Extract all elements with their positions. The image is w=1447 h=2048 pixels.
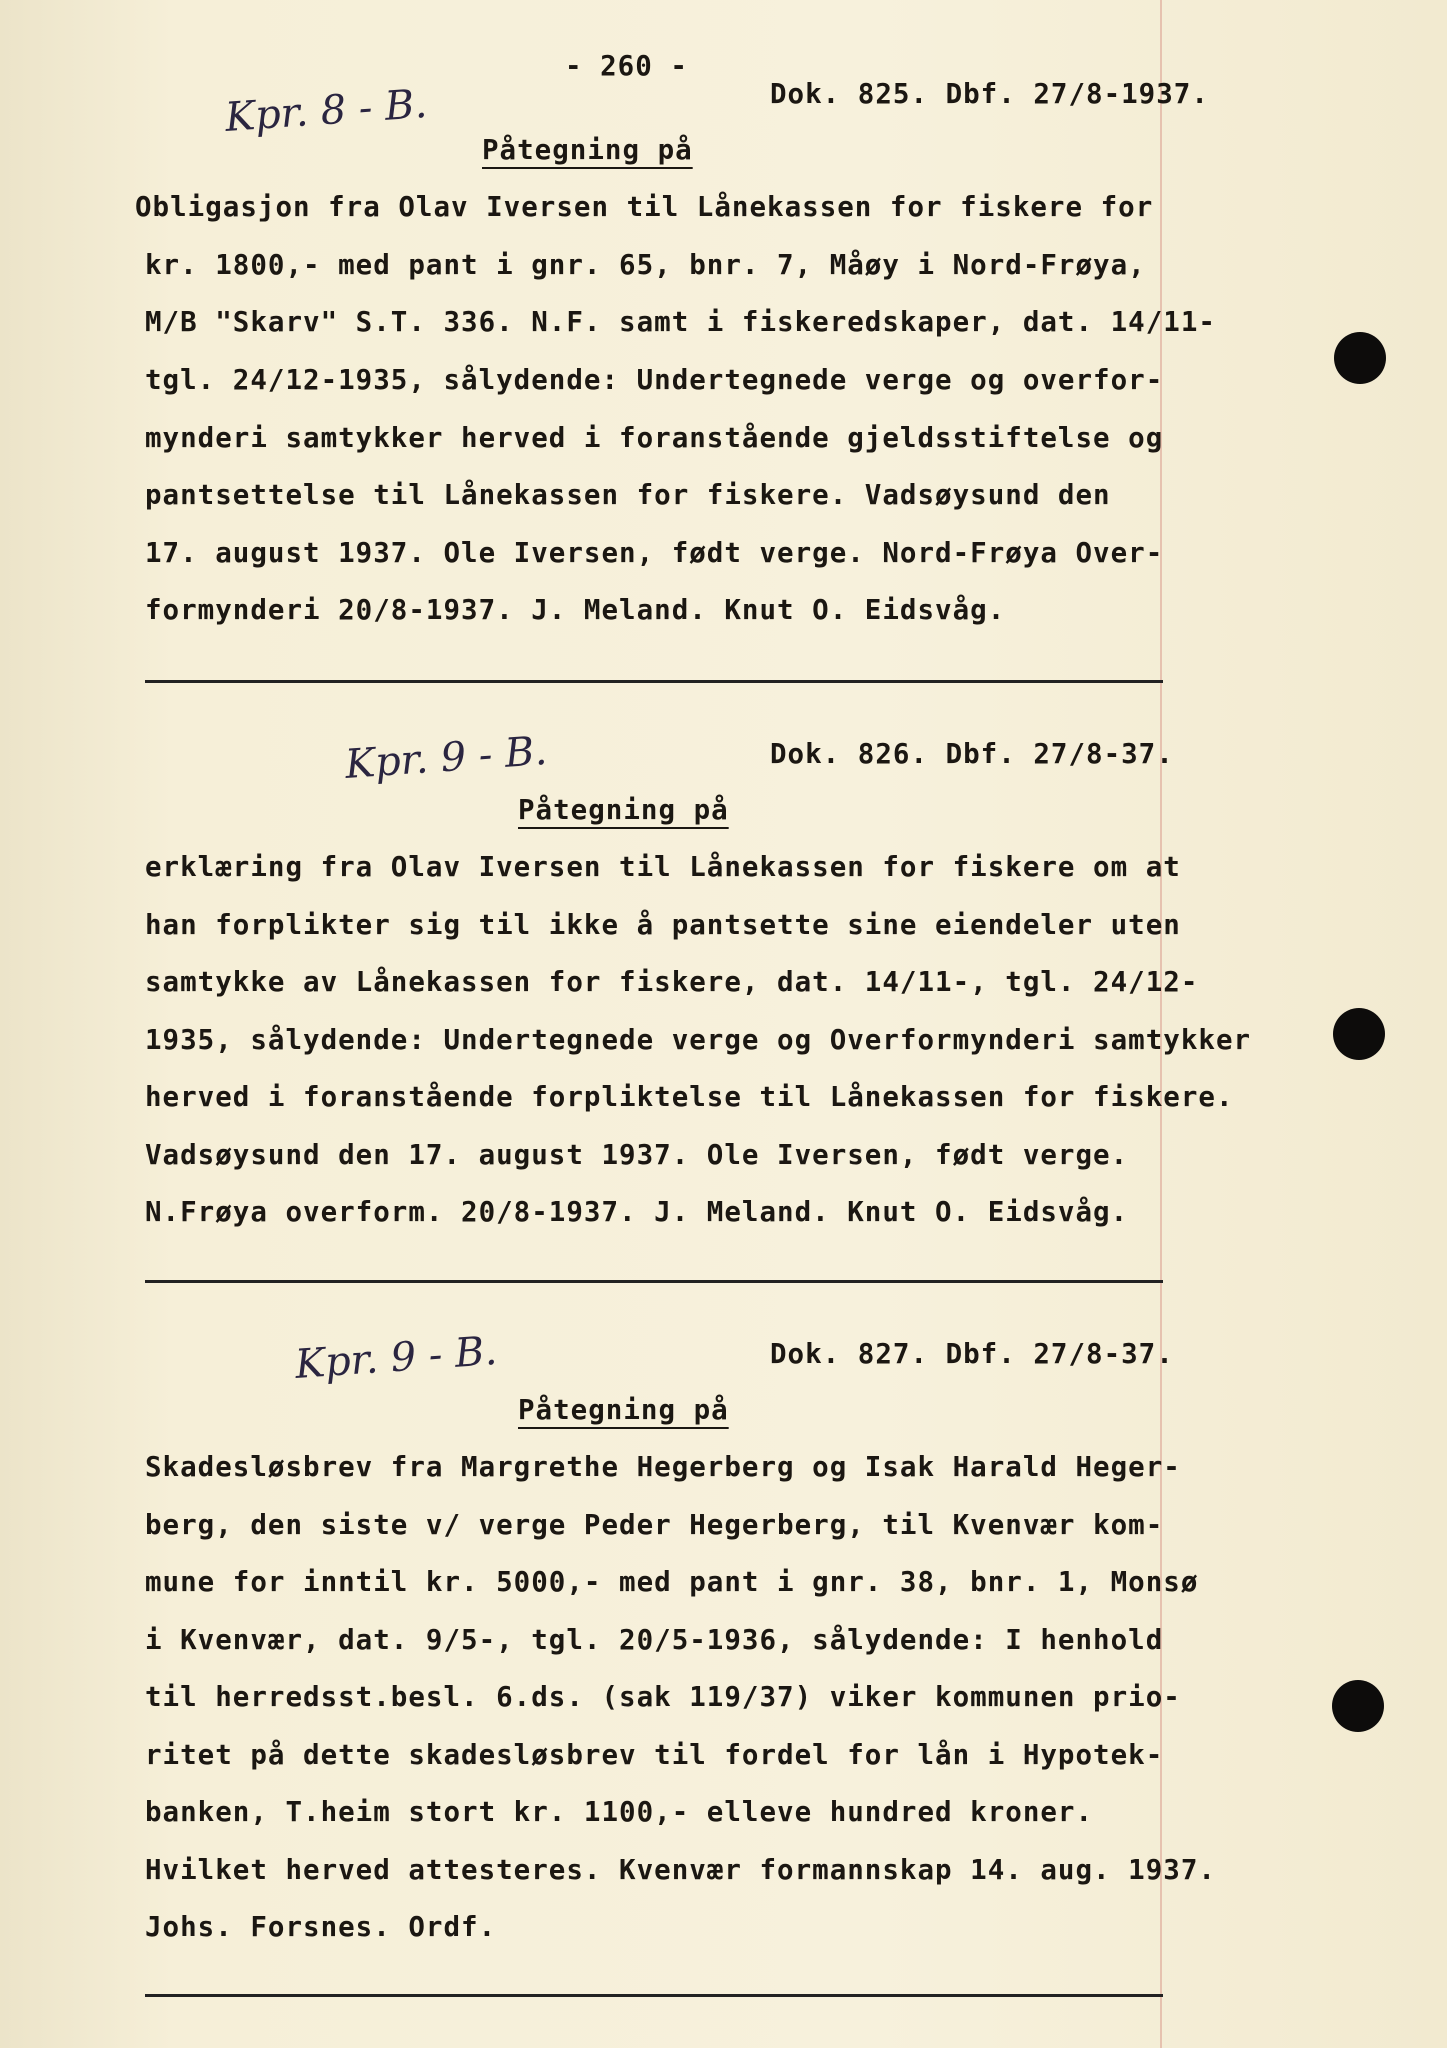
section-divider xyxy=(145,680,1163,683)
text-line: til herredsst.besl. 6.ds. (sak 119/37) viker kommunen prio- xyxy=(145,1681,1181,1713)
text-line: ritet på dette skadesløsbrev til fordel for lån i Hypotek- xyxy=(145,1739,1164,1771)
doc-reference: Dok. 825. Dbf. 27/8-1937. xyxy=(770,78,1209,110)
text-line: berg, den siste v/ verge Peder Hegerberg, til Kvenvær kom- xyxy=(145,1509,1164,1541)
handwritten-annotation: Kpr. 9 - B. xyxy=(343,728,549,788)
entry-heading: Påtegning på xyxy=(518,794,729,826)
punch-hole xyxy=(1332,1680,1384,1732)
text-line: M/B "Skarv" S.T. 336. N.F. samt i fiskeredskaper, dat. 14/11- xyxy=(145,306,1216,338)
text-line: 17. august 1937. Ole Iversen, født verge. Nord-Frøya Over- xyxy=(145,537,1164,569)
text-line: kr. 1800,- med pant i gnr. 65, bnr. 7, Måøy i Nord-Frøya, xyxy=(145,249,1146,281)
text-line: mune for inntil kr. 5000,- med pant i gnr. 38, bnr. 1, Monsø xyxy=(145,1566,1199,1598)
text-line: Johs. Forsnes. Ordf. xyxy=(145,1911,497,1943)
section-divider xyxy=(145,1994,1163,1997)
text-line: samtykke av Lånekassen for fiskere, dat. 14/11-, tgl. 24/12- xyxy=(145,966,1199,998)
text-line: i Kvenvær, dat. 9/5-, tgl. 20/5-1936, sålydende: I henhold xyxy=(145,1624,1164,1656)
punch-hole xyxy=(1333,1008,1385,1060)
section-divider xyxy=(145,1280,1163,1283)
text-line: Obligasjon fra Olav Iversen til Lånekassen for fiskere for xyxy=(135,191,1154,223)
handwritten-annotation: Kpr. 9 - B. xyxy=(293,1328,499,1388)
text-line: herved i foranstående forpliktelse til Lånekassen for fiskere. xyxy=(145,1081,1234,1113)
doc-reference: Dok. 827. Dbf. 27/8-37. xyxy=(770,1338,1174,1370)
text-line: 1935, sålydende: Undertegnede verge og Overformynderi samtykker xyxy=(145,1024,1252,1056)
text-line: han forplikter sig til ikke å pantsette sine eiendeler uten xyxy=(145,909,1181,941)
text-line: N.Frøya overform. 20/8-1937. J. Meland. Knut O. Eidsvåg. xyxy=(145,1196,1129,1228)
page-number: - 260 - xyxy=(565,50,688,82)
doc-reference: Dok. 826. Dbf. 27/8-37. xyxy=(770,738,1174,770)
text-line: formynderi 20/8-1937. J. Meland. Knut O. Eidsvåg. xyxy=(145,594,1006,626)
entry-heading: Påtegning på xyxy=(482,134,693,166)
text-line: tgl. 24/12-1935, sålydende: Undertegnede verge og overfor- xyxy=(145,364,1164,396)
text-line: banken, T.heim stort kr. 1100,- elleve hundred kroner. xyxy=(145,1796,1094,1828)
punch-hole xyxy=(1334,332,1386,384)
text-line: pantsettelse til Lånekassen for fiskere. Vadsøysund den xyxy=(145,479,1111,511)
text-line: Hvilket herved attesteres. Kvenvær formannskap 14. aug. 1937. xyxy=(145,1854,1216,1886)
text-line: mynderi samtykker herved i foranstående gjeldsstiftelse og xyxy=(145,422,1164,454)
entry-heading: Påtegning på xyxy=(518,1394,729,1426)
text-line: Skadesløsbrev fra Margrethe Hegerberg og Isak Harald Heger- xyxy=(145,1451,1181,1483)
handwritten-annotation: Kpr. 8 - B. xyxy=(223,81,429,141)
text-line: erklæring fra Olav Iversen til Lånekassen for fiskere om at xyxy=(145,851,1181,883)
text-line: Vadsøysund den 17. august 1937. Ole Iversen, født verge. xyxy=(145,1139,1129,1171)
